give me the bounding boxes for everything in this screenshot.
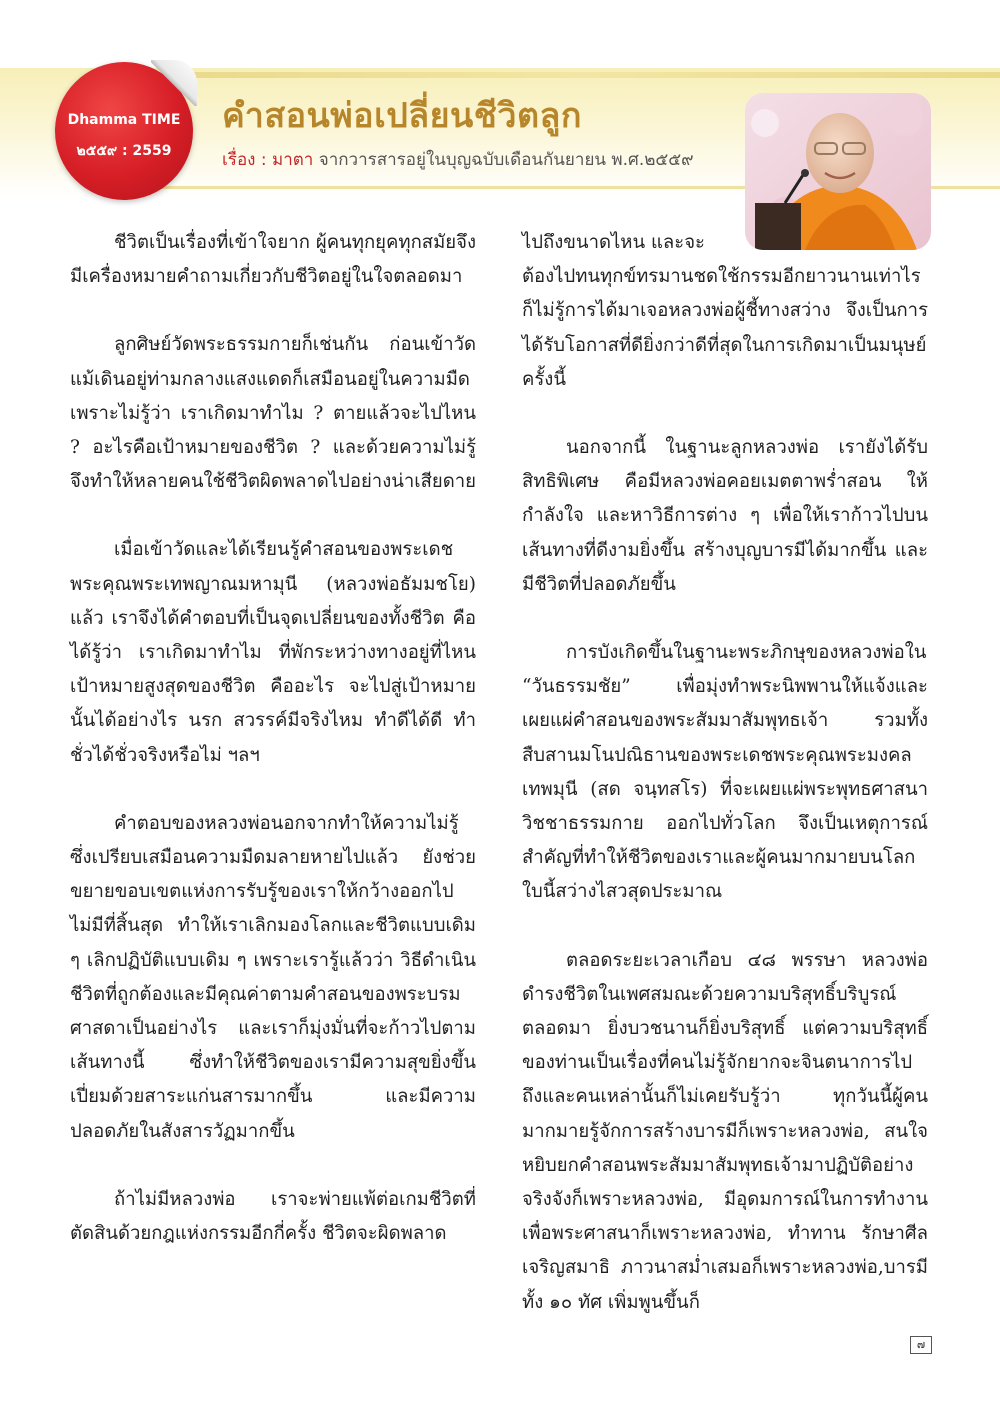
paragraph: ตลอดระยะเวลาเกือบ ๔๘ พรรษา หลวงพ่อดำรงชีวิตในเพศสมณะด้วยความบริสุทธิ์บริบูรณ์ตลอดมา ยิ่งบวชนานก็ยิ่งบริสุทธิ์ แต่ความบริสุทธิ์ของท่านเป็นเรื่องที่คนไม่รู้จักยากจะจินตนาการไปถึงและคนเหล่านั้นก็ไม่เคยรับรู้ว่า ทุกวันนี้ผู้คนมากมายรู้จักการสร้างบารมีก็เพราะหลวงพ่อ, สนใจหยิบยกคำสอนพระสัมมาสัมพุทธเจ้ามาปฏิบัติอย่างจริงจังก็เพราะหลวงพ่อ, มีอุดมการณ์ในการทำงานเพื่อพระศาสนาก็เพราะหลวงพ่อ, ทำทาน รักษาศีลเจริญสมาธิ ภาวนาสม่ำเสมอก็เพราะหลวงพ่อ,บารมีทั้ง ๑๐ ทัศ เพิ่มพูนขึ้นก็ [522,949,928,1313]
right-column [522,226,928,1320]
paragraph: นอกจากนี้ ในฐานะลูกหลวงพ่อ เรายังได้รับสิทธิพิเศษ คือมีหลวงพ่อคอยเมตตาพร่ำสอน ให้กำลังใจ และหาวิธีการต่าง ๆ เพื่อให้เราก้าวไปบนเส้นทางที่ดีงามยิ่งขึ้น สร้างบุญบารมีได้มากขึ้น และมีชีวิตที่ปลอดภัยขึ้น [522,437,928,595]
left-column [70,226,476,1251]
byline-source: จากวารสารอยู่ในบุญฉบับเดือนกันยายน พ.ศ.๒๕๕๙ [313,150,694,170]
paragraph: เมื่อเข้าวัดและได้เรียนรู้คำสอนของพระเดชพระคุณพระเทพญาณมหามุนี (หลวงพ่อธัมมชโย) แล้ว เราจึงได้คำตอบที่เป็นจุดเปลี่ยนของทั้งชีวิต คือได้รู้ว่า เราเกิดมาทำไม ที่พักระหว่างทางอยู่ที่ไหน เป้าหมายสูงสุดของชีวิต คืออะไร จะไปสู่เป้าหมายนั้นได้อย่างไร นรก สวรรค์มีจริงไหม ทำดีได้ดี ทำชั่วได้ชั่วจริงหรือไม่ ฯลฯ [70,539,476,766]
header-rule-top [160,72,1000,78]
byline [222,146,694,173]
paragraph: ถ้าไม่มีหลวงพ่อ เราจะพ่ายแพ้ต่อเกมชีวิตที่ตัดสินด้วยกฎแห่งกรรมอีกกี่ครั้ง ชีวิตจะผิดพลาด [70,1188,476,1245]
paragraph: คำตอบของหลวงพ่อนอกจากทำให้ความไม่รู้ซึ่งเปรียบเสมือนความมืดมลายหายไปแล้ว ยังช่วยขยายขอบเขตแห่งการรับรู้ของเราให้กว้างออกไปไม่มีที่สิ้นสุด ทำให้เราเลิกมองโลกและชีวิตแบบเดิม ๆ เลิกปฏิบัติแบบเดิม ๆ เพราะเรารู้แล้วว่า วิธีดำเนินชีวิตที่ถูกต้องและมีคุณค่าตามคำสอนของพระบรมศาสดาเป็นอย่างไร และเราก็มุ่งมั่นที่จะก้าวไปตามเส้นทางนี้ ซึ่งทำให้ชีวิตของเรามีความสุขยิ่งขึ้นเปี่ยมด้วยสาระแก่นสารมากขึ้น และมีความปลอดภัยในสังสารวัฏมากขึ้น [70,812,476,1142]
paragraph: การบังเกิดขึ้นในฐานะพระภิกษุของหลวงพ่อใน “วันธรรมชัย” เพื่อมุ่งทำพระนิพพานให้แจ้งและเผยแผ่คำสอนของพระสัมมาสัมพุทธเจ้า รวมทั้งสืบสานมโนปณิธานของพระเดชพระคุณพระมงคลเทพมุนี (สด จนฺทสโร) ที่จะเผยแผ่พระพุทธศาสนาวิชชาธรรมกาย ออกไปทั่วโลก จึงเป็นเหตุการณ์สำคัญที่ทำให้ชีวิตของเราและผู้คนมากมายบนโลกใบนี้สว่างไสวสุดประมาณ [522,642,928,903]
badge-title: Dhamma TIME [67,112,181,128]
byline-author: เรื่อง : มาตา [222,150,314,170]
badge-year: ๒๕๕๙ : 2559 [76,143,172,159]
dhamma-time-badge [55,62,193,200]
article-title: คำสอนพ่อเปลี่ยนชีวิตลูก [222,96,582,136]
page-number: ๗ [910,1336,932,1354]
paragraph-continued-first-line: ไปถึงขนาดไหน และจะ [522,232,705,253]
page-curl-icon [151,60,197,106]
paragraph: ลูกศิษย์วัดพระธรรมกายก็เช่นกัน ก่อนเข้าวัด แม้เดินอยู่ท่ามกลางแสงแดดก็เสมือนอยู่ในความมืด เพราะไม่รู้ว่า เราเกิดมาทำไม ? ตายแล้วจะไปไหน ? อะไรคือเป้าหมายของชีวิต ? และด้วยความไม่รู้จึงทำให้หลายคนใช้ชีวิตผิดพลาดไปอย่างน่าเสียดาย [70,334,476,493]
paragraph: ชีวิตเป็นเรื่องที่เข้าใจยาก ผู้คนทุกยุคทุกสมัยจึงมีเครื่องหมายคำถามเกี่ยวกับชีวิตอยู่ในใจตลอดมา [70,232,476,288]
paragraph-continued: ต้องไปทนทุกข์ทรมานชดใช้กรรมอีกยาวนานเท่าไร ก็ไม่รู้การได้มาเจอหลวงพ่อผู้ชี้ทางสว่าง จึงเป็นการได้รับโอกาสที่ดียิ่งกว่าดีที่สุดในการเกิดมาเป็นมนุษย์ครั้งนี้ [522,266,928,390]
